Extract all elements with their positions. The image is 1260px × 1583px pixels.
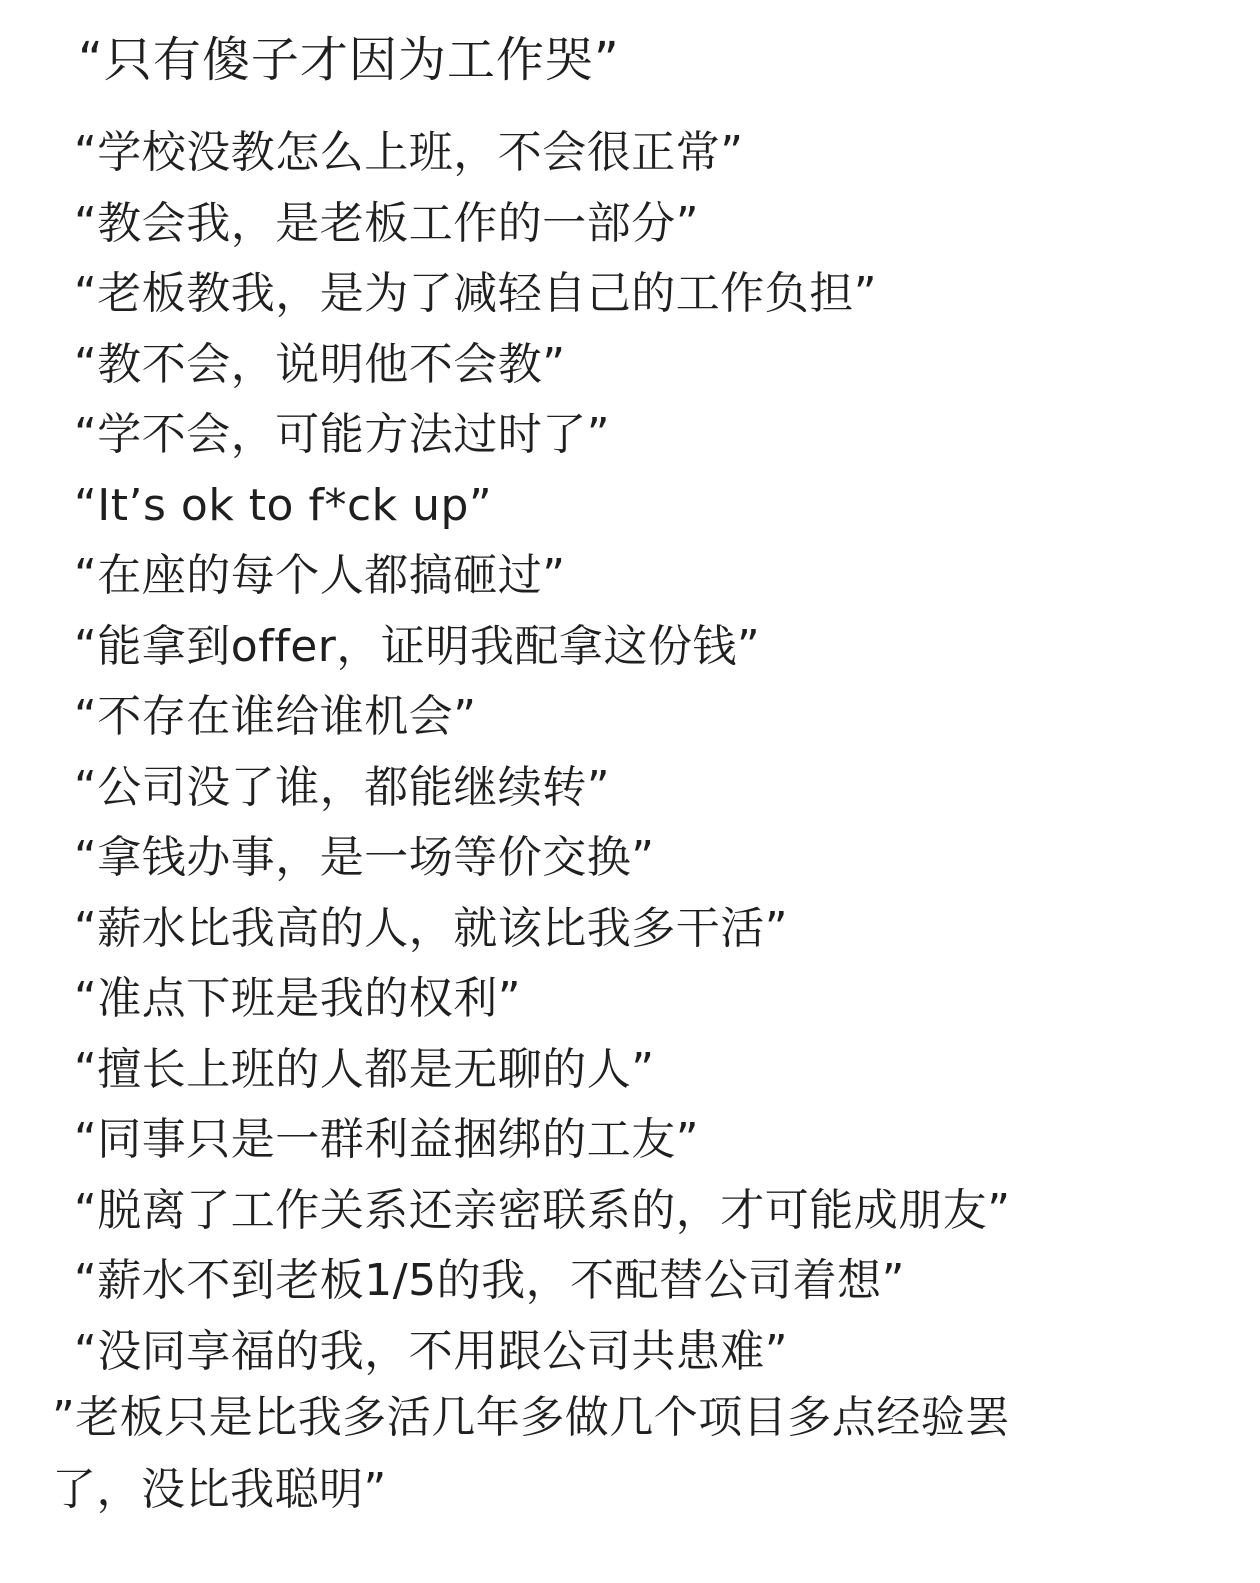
quote-line: “薪水比我高的人，就该比我多干活” [74, 902, 789, 954]
quote-line: “公司没了谁，都能继续转” [74, 761, 611, 813]
quote-line: “准点下班是我的权利” [74, 973, 522, 1024]
page-title: “只有傻子才因为工作哭” [78, 32, 620, 88]
quote-line: “同事只是一群利益捆绑的工友” [74, 1114, 700, 1165]
final-quote [52, 1382, 1172, 1526]
quote-line: “在座的每个人都搞砸过” [74, 550, 566, 601]
quote-line: “学校没教怎么上班，不会很正常” [74, 127, 744, 178]
quote-line: “拿钱办事，是一场等价交换” [74, 832, 655, 883]
quote-line: “教不会，说明他不会教” [74, 338, 566, 390]
final-quote-line: 了，没比我聪明” [52, 1464, 387, 1515]
quote-line: “脱离了工作关系还亲密联系的，才可能成朋友” [74, 1184, 1011, 1236]
quote-line: “不存在谁给谁机会” [74, 691, 477, 742]
quote-line: “It’s ok to f*ck up” [74, 479, 493, 531]
final-quote-line: ”老板只是比我多活几年多做几个项目多点经验罢 [52, 1392, 1010, 1443]
quote-line: “没同享福的我，不用跟公司共患难” [74, 1325, 789, 1377]
quote-line: “教会我，是老板工作的一部分” [74, 197, 700, 249]
quote-line: “老板教我，是为了减轻自己的工作负担” [74, 268, 878, 319]
quote-line: “学不会，可能方法过时了” [74, 409, 611, 460]
quote-line: “能拿到offer，证明我配拿这份钱” [74, 620, 761, 672]
quote-line: “擅长上班的人都是无聊的人” [74, 1043, 655, 1095]
quote-list [74, 118, 1174, 1387]
quote-line: “薪水不到老板1/5的我，不配替公司着想” [74, 1255, 905, 1306]
